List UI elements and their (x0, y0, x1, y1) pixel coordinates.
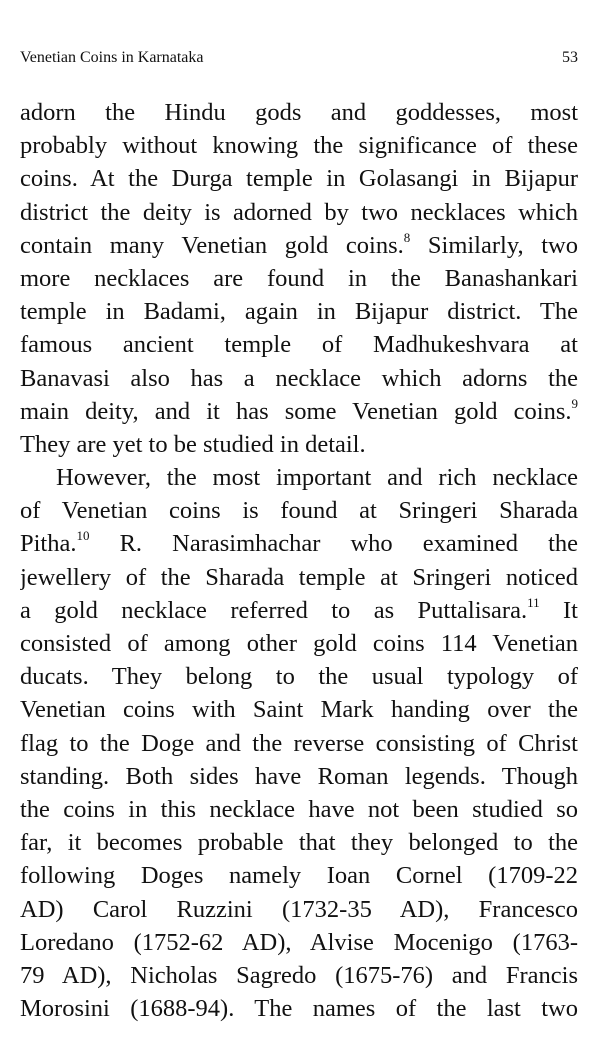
line-text-continued: R. Narasimhachar who examined the (89, 530, 578, 558)
text-line (20, 693, 578, 726)
footnote-marker: 11 (527, 594, 540, 610)
text-line (20, 494, 578, 527)
text-line (20, 362, 578, 395)
line-text: adorn the Hindu gods and goddesses, most (20, 99, 578, 126)
line-text: the coins in this necklace have not been studied so (20, 795, 578, 823)
line-text: Loredano (1752-62 AD), Alvise Mocenigo (1763- (20, 928, 578, 956)
line-text: They are yet to be studied in detail. (20, 430, 366, 458)
line-text: district the deity is adorned by two necklaces which (20, 198, 578, 226)
line-text: coins. At the Durga temple in Golasangi in Bijapur (20, 165, 578, 193)
text-line (20, 959, 578, 992)
line-text: probably without knowing the significance of these (20, 132, 578, 160)
line-text: ducats. They belong to the usual typology of (20, 663, 578, 691)
line-text: jewellery of the Sharada temple at Sringeri noticed (20, 563, 578, 591)
line-text: Pitha. (20, 530, 77, 558)
text-line (20, 96, 578, 129)
text-line (20, 262, 578, 295)
line-text: AD) Carol Ruzzini (1732-35 AD), Francesco (20, 895, 578, 923)
text-line (20, 992, 578, 1025)
text-line (20, 428, 578, 461)
text-line (20, 760, 578, 793)
line-text: a gold necklace referred to as Puttalisara. (20, 596, 528, 624)
line-text: flag to the Doge and the reverse consisting of Christ (20, 729, 578, 757)
line-text: 79 AD), Nicholas Sagredo (1675-76) and Francis (20, 961, 578, 989)
text-line (20, 793, 578, 826)
footnote-marker: 10 (76, 528, 90, 544)
text-line (20, 561, 578, 594)
line-text: Venetian coins with Saint Mark handing over the (20, 696, 578, 724)
running-title: Venetian Coins in Karnataka (20, 49, 204, 66)
line-text: standing. Both sides have Roman legends. Though (20, 762, 578, 790)
body-text (20, 96, 578, 1025)
line-text-continued: Similarly, two (410, 231, 578, 259)
line-text: more necklaces are found in the Banashankari (20, 264, 578, 292)
page-number: 53 (562, 49, 578, 66)
text-line (20, 527, 578, 560)
line-text: However, the most important and rich necklace (56, 464, 578, 492)
text-line (20, 926, 578, 959)
text-line (20, 627, 578, 660)
text-line (20, 162, 578, 195)
text-line (20, 395, 578, 428)
text-line (20, 826, 578, 859)
line-text-continued: It (539, 596, 578, 624)
text-line (20, 328, 578, 361)
line-text: of Venetian coins is found at Sringeri Sharada (20, 497, 578, 525)
text-line (20, 229, 578, 262)
text-line (20, 727, 578, 760)
text-line (20, 893, 578, 926)
text-line (20, 859, 578, 892)
line-text: contain many Venetian gold coins. (20, 231, 404, 259)
line-text: Banavasi also has a necklace which adorns the (20, 364, 578, 392)
line-text: following Doges namely Ioan Cornel (1709-22 (20, 862, 578, 890)
text-line (20, 594, 578, 627)
line-text: temple in Badami, again in Bijapur district. The (20, 298, 578, 326)
text-line (20, 129, 578, 162)
line-text: far, it becomes probable that they belonged to the (20, 829, 578, 857)
footnote-marker: 8 (403, 229, 411, 245)
line-text: consisted of among other gold coins 114 Venetian (20, 630, 578, 657)
text-line (20, 295, 578, 328)
text-line (20, 461, 578, 494)
line-text: famous ancient temple of Madhukeshvara at (20, 331, 578, 359)
line-text: Morosini (1688-94). The names of the last two (20, 995, 578, 1023)
text-line (20, 196, 578, 229)
line-text: main deity, and it has some Venetian gold coins. (20, 397, 572, 425)
text-line (20, 660, 578, 693)
footnote-marker: 9 (571, 395, 578, 411)
